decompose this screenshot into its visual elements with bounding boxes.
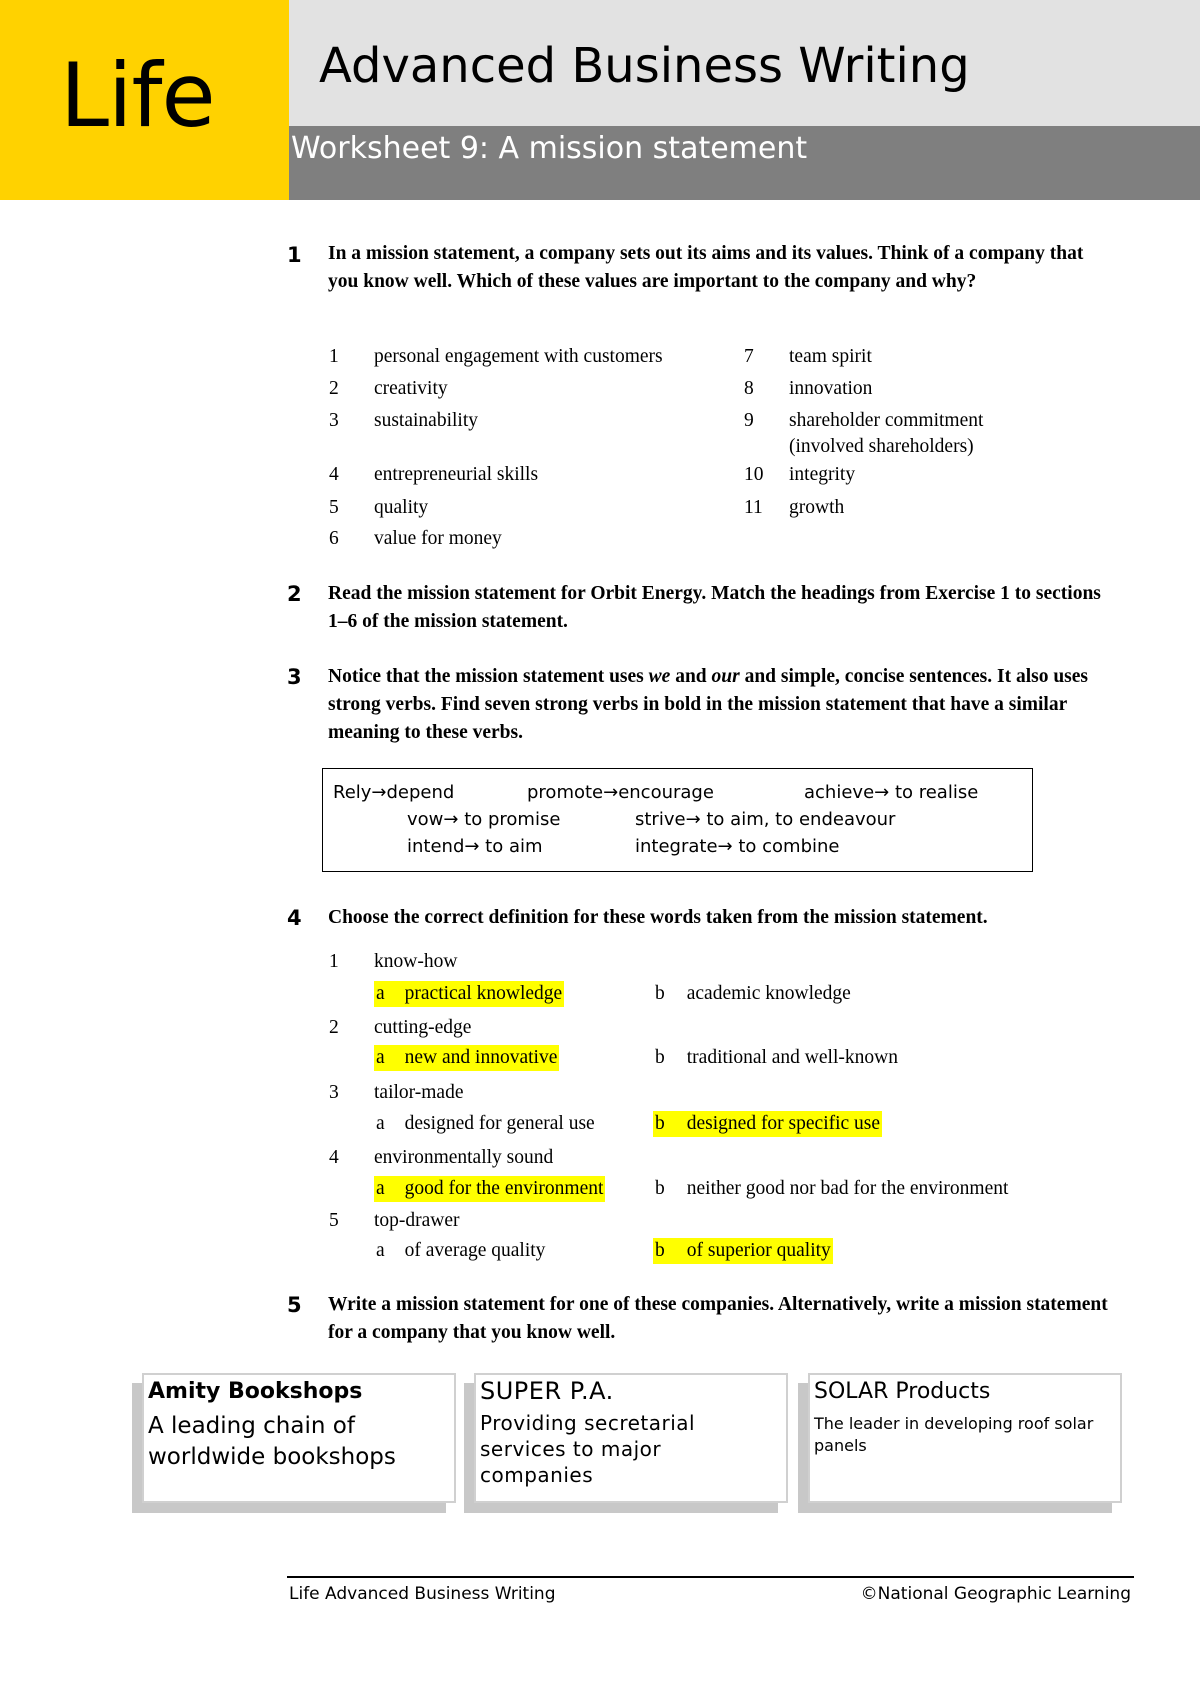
verb-pair: strive→ to aim, to endeavour — [635, 809, 896, 830]
list-item: quality — [374, 497, 429, 518]
company-description: A leading chain of worldwide bookshops — [148, 1413, 396, 1471]
exercise-1-number: 1 — [287, 243, 302, 267]
list-item: shareholder commitment — [789, 410, 984, 431]
company-card-amity — [142, 1373, 456, 1503]
exercise-1-instruction: In a mission statement, a company sets out its aims and its values. Think of a company that you know well. Which of these values are important to the company and why? — [328, 243, 1084, 292]
word: environmentally sound — [374, 1147, 554, 1168]
verb-pair: intend→ to aim — [407, 836, 543, 857]
list-item: integrity — [789, 464, 856, 485]
company-name: SOLAR Products — [814, 1379, 991, 1404]
verb-pair: achieve→ to realise — [804, 782, 979, 803]
title-band — [289, 0, 1200, 126]
list-item-number: 4 — [329, 464, 339, 485]
page-title: Advanced Business Writing — [319, 38, 970, 94]
option-a: a designed for general use — [376, 1113, 595, 1134]
word-number: 5 — [329, 1210, 339, 1231]
list-item: entrepreneurial skills — [374, 464, 539, 485]
list-item-number: 3 — [329, 410, 339, 431]
list-item: innovation — [789, 378, 873, 399]
company-name: SUPER P.A. — [480, 1377, 614, 1405]
company-card-solar — [808, 1373, 1122, 1503]
verb-pair: promote→encourage — [527, 782, 714, 803]
brand-block — [0, 0, 289, 200]
list-item-number: 9 — [744, 410, 754, 431]
exercise-4-instruction: Choose the correct definition for these words taken from the mission statement. — [328, 907, 988, 928]
list-item-number: 10 — [744, 464, 764, 485]
emphasis-our: our — [711, 666, 740, 687]
exercise-3-number: 3 — [287, 665, 302, 689]
footer-divider — [287, 1576, 1134, 1578]
list-item-continuation: (involved shareholders) — [789, 436, 974, 457]
worksheet-title: Worksheet 9: A mission statement — [291, 131, 808, 166]
verb-pair: vow→ to promise — [407, 809, 561, 830]
list-item: value for money — [374, 528, 502, 549]
option-a-correct: a new and innovative — [374, 1045, 559, 1071]
company-description: Providing secretarial services to major companies — [480, 1411, 696, 1487]
word: tailor-made — [374, 1082, 464, 1103]
word: cutting-edge — [374, 1017, 472, 1038]
footer-copyright: ©National Geographic Learning — [860, 1584, 1131, 1604]
exercise-4-number: 4 — [287, 906, 302, 930]
list-item-number: 6 — [329, 528, 339, 549]
company-card-super-pa — [474, 1373, 788, 1503]
exercise-5-number: 5 — [287, 1293, 302, 1317]
word-number: 3 — [329, 1082, 339, 1103]
list-item-number: 7 — [744, 346, 754, 367]
option-b: b neither good nor bad for the environment — [655, 1178, 1009, 1199]
company-name: Amity Bookshops — [148, 1379, 363, 1404]
emphasis-we: we — [648, 666, 671, 687]
list-item-number: 8 — [744, 378, 754, 399]
option-b-correct: b designed for specific use — [653, 1111, 882, 1137]
option-b: b traditional and well-known — [655, 1047, 898, 1068]
word: top-drawer — [374, 1210, 460, 1231]
strong-verbs-box — [322, 768, 1033, 872]
exercise-2-number: 2 — [287, 582, 302, 606]
word-number: 1 — [329, 951, 339, 972]
word-number: 4 — [329, 1147, 339, 1168]
list-item-number: 11 — [744, 497, 763, 518]
exercise-2-instruction: Read the mission statement for Orbit Energy. Match the headings from Exercise 1 to sections 1–6 of the mission statement. — [328, 583, 1101, 632]
option-b-correct: b of superior quality — [653, 1238, 833, 1264]
list-item: personal engagement with customers — [374, 346, 663, 367]
option-b: b academic knowledge — [655, 983, 851, 1004]
verb-pair: integrate→ to combine — [635, 836, 840, 857]
list-item: sustainability — [374, 410, 478, 431]
list-item-number: 5 — [329, 497, 339, 518]
list-item-number: 1 — [329, 346, 339, 367]
option-a-correct: a practical knowledge — [374, 981, 564, 1007]
brand-logo: Life — [60, 44, 215, 147]
list-item: creativity — [374, 378, 448, 399]
subtitle-band — [289, 126, 1200, 200]
list-item-number: 2 — [329, 378, 339, 399]
word-number: 2 — [329, 1017, 339, 1038]
list-item: team spirit — [789, 346, 872, 367]
footer-publication: Life Advanced Business Writing — [289, 1584, 556, 1604]
list-item: growth — [789, 497, 845, 518]
verb-pair: Rely→depend — [333, 782, 455, 803]
option-a: a of average quality — [376, 1240, 546, 1261]
option-a-correct: a good for the environment — [374, 1176, 605, 1202]
exercise-5-instruction: Write a mission statement for one of these companies. Alternatively, write a mission statement for a company that you know well. — [328, 1294, 1108, 1343]
company-description: The leader in developing roof solar panels — [814, 1414, 1094, 1455]
word: know-how — [374, 951, 458, 972]
exercise-3-instruction: Notice that the mission statement uses we and our and simple, concise sentences. It also uses strong verbs. Find seven strong verbs in bold in the mission statement that have a similar meaning to these verbs. — [328, 666, 1088, 743]
